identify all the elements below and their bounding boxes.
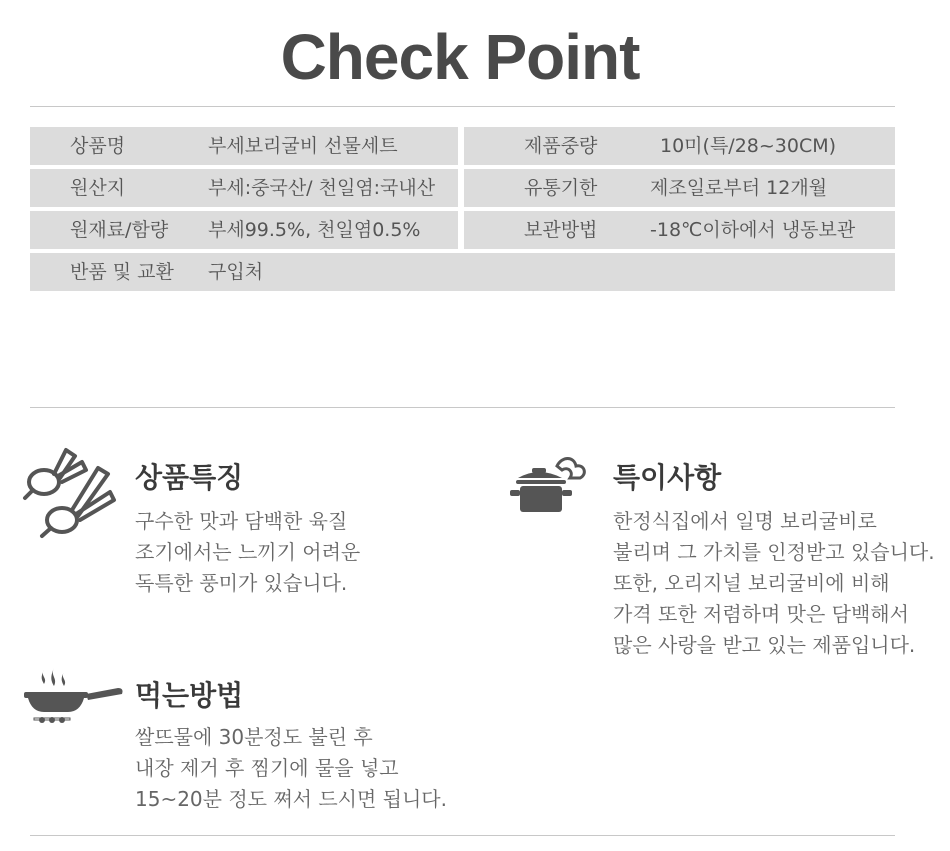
info-label: 보관방법: [524, 219, 598, 241]
how-to-eat-title: 먹는방법: [135, 679, 244, 712]
info-label: 유통기한: [524, 177, 598, 199]
features-line: 독특한 풍미가 있습니다.: [135, 571, 348, 595]
info-value: 부세99.5%, 천일염0.5%: [208, 219, 421, 241]
features-title: 상품특징: [135, 461, 244, 494]
info-row-storage: [464, 211, 895, 249]
info-row-expiry: [464, 169, 895, 207]
how-to-eat-line: 내장 제거 후 찜기에 물을 넣고: [135, 756, 399, 780]
info-value: 제조일로부터 12개월: [650, 177, 828, 199]
notes-line: 불리며 그 가치를 인정받고 있습니다.: [613, 540, 935, 564]
info-value: 10미(특/28~30CM): [660, 135, 837, 157]
info-row-weight: [464, 127, 895, 165]
page-title: Check Point: [280, 21, 640, 93]
how-to-eat-line: 15~20분 정도 쪄서 드시면 됩니다.: [135, 787, 447, 811]
info-row-origin: [30, 169, 458, 207]
info-label: 반품 및 교환: [70, 261, 174, 283]
notes-line: 또한, 오리지널 보리굴비에 비해: [613, 571, 890, 595]
top-divider: [30, 106, 895, 107]
notes-line: 가격 또한 저렴하며 맛은 담백해서: [613, 602, 909, 626]
info-row-product-name: [30, 127, 458, 165]
middle-divider: [30, 407, 895, 408]
info-value: -18℃이하에서 냉동보관: [650, 219, 856, 241]
frying-pan-icon: [24, 668, 124, 728]
info-label: 원산지: [70, 177, 126, 199]
features-line: 구수한 맛과 담백한 육질: [135, 509, 348, 533]
info-value: 부세보리굴비 선물세트: [208, 135, 398, 157]
features-line: 조기에서는 느끼기 어려운: [135, 540, 361, 564]
info-label: 제품중량: [524, 135, 598, 157]
info-row-returns: [30, 253, 895, 291]
how-to-eat-line: 쌀뜨물에 30분정도 불린 후: [135, 725, 373, 749]
info-row-ingredients: [30, 211, 458, 249]
info-label: 원재료/함량: [70, 219, 169, 241]
notes-line: 한정식집에서 일명 보리굴비로: [613, 509, 877, 533]
green-onion-icon: [20, 440, 120, 540]
info-value: 구입처: [208, 261, 264, 283]
info-label: 상품명: [70, 135, 126, 157]
notes-line: 많은 사랑을 받고 있는 제품입니다.: [613, 633, 916, 657]
bottom-divider: [30, 835, 895, 836]
cooking-pot-icon: [510, 452, 590, 522]
info-value: 부세:중국산/ 천일염:국내산: [208, 177, 436, 199]
notes-title: 특이사항: [613, 461, 722, 494]
